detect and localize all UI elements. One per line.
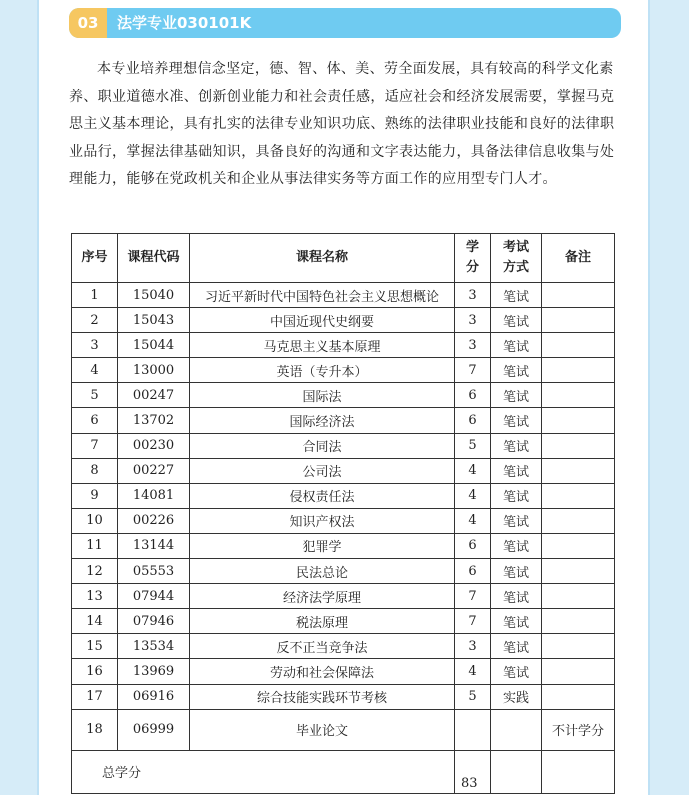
cell-name: 税法原理 [190, 609, 455, 634]
cell-name: 毕业论文 [190, 709, 455, 750]
cell-name: 犯罪学 [190, 533, 455, 558]
table-row [72, 533, 615, 558]
cell-note [542, 659, 615, 684]
cell-name: 民法总论 [190, 559, 455, 584]
cell-note [542, 408, 615, 433]
cell-index: 8 [72, 458, 118, 483]
table-row [72, 508, 615, 533]
cell-index: 9 [72, 483, 118, 508]
cell-exam: 笔试 [491, 358, 542, 383]
cell-credit [455, 709, 491, 750]
section-number: 03 [69, 8, 107, 38]
cell-code: 13969 [118, 659, 190, 684]
cell-note [542, 559, 615, 584]
cell-index: 12 [72, 559, 118, 584]
table-row [72, 709, 615, 750]
cell-name: 侵权责任法 [190, 483, 455, 508]
cell-credit: 5 [455, 433, 491, 458]
cell-note [542, 634, 615, 659]
cell-credit: 7 [455, 584, 491, 609]
cell-credit: 4 [455, 659, 491, 684]
cell-exam: 笔试 [491, 333, 542, 358]
cell-code: 13144 [118, 533, 190, 558]
table-row [72, 609, 615, 634]
cell-code: 05553 [118, 559, 190, 584]
cell-code: 13534 [118, 634, 190, 659]
cell-code: 00227 [118, 458, 190, 483]
cell-name: 知识产权法 [190, 508, 455, 533]
cell-code: 14081 [118, 483, 190, 508]
cell-credit: 3 [455, 634, 491, 659]
table-row [72, 383, 615, 408]
table-row [72, 684, 615, 709]
content-card [37, 0, 650, 795]
cell-name: 国际经济法 [190, 408, 455, 433]
table-row [72, 659, 615, 684]
table-row [72, 333, 615, 358]
section-title: 法学专业030101K [117, 14, 252, 32]
section-header [69, 8, 621, 38]
cell-note [542, 584, 615, 609]
cell-exam: 实践 [491, 684, 542, 709]
cell-credit: 4 [455, 458, 491, 483]
cell-credit: 3 [455, 333, 491, 358]
table-row [72, 584, 615, 609]
cell-exam: 笔试 [491, 408, 542, 433]
cell-index: 7 [72, 433, 118, 458]
cell-code: 06999 [118, 709, 190, 750]
cell-code: 07946 [118, 609, 190, 634]
header-code: 课程代码 [118, 234, 190, 283]
cell-credit: 3 [455, 308, 491, 333]
cell-note [542, 383, 615, 408]
header-credit: 学 分 [455, 234, 491, 283]
cell-credit: 4 [455, 483, 491, 508]
cell-name: 劳动和社会保障法 [190, 659, 455, 684]
table-row [72, 408, 615, 433]
table-row [72, 308, 615, 333]
cell-name: 中国近现代史纲要 [190, 308, 455, 333]
cell-exam: 笔试 [491, 433, 542, 458]
cell-code: 00230 [118, 433, 190, 458]
cell-note [542, 609, 615, 634]
cell-exam: 笔试 [491, 308, 542, 333]
cell-exam: 笔试 [491, 483, 542, 508]
cell-code: 13702 [118, 408, 190, 433]
cell-credit: 7 [455, 358, 491, 383]
cell-code: 15044 [118, 333, 190, 358]
cell-code: 15043 [118, 308, 190, 333]
cell-note [542, 458, 615, 483]
cell-exam: 笔试 [491, 584, 542, 609]
header-note: 备注 [542, 234, 615, 283]
cell-name: 经济法学原理 [190, 584, 455, 609]
cell-note [542, 533, 615, 558]
cell-note [542, 684, 615, 709]
cell-index: 1 [72, 283, 118, 308]
cell-note [542, 333, 615, 358]
cell-name: 反不正当竞争法 [190, 634, 455, 659]
cell-name: 英语（专升本） [190, 358, 455, 383]
cell-index: 17 [72, 684, 118, 709]
cell-index: 10 [72, 508, 118, 533]
cell-code: 07944 [118, 584, 190, 609]
cell-index: 5 [72, 383, 118, 408]
cell-note [542, 433, 615, 458]
cell-note: 不计学分 [542, 709, 615, 750]
intro-paragraph: 本专业培养理想信念坚定，德、智、体、美、劳全面发展，具有较高的科学文化素养、职业道德水准、创新创业能力和社会责任感，适应社会和经济发展需要，掌握马克思主义基本理论，具有扎实的法律专业知识功底、熟练的法律职业技能和良好的法律职业品行，掌握法律基础知识，具备良好的沟通和文字表达能力，具备法律信息收集与处理能力，能够在党政机关和企业从事法律实务等方面工作的应用型专门人才。 [69, 61, 615, 188]
cell-code: 13000 [118, 358, 190, 383]
table-row [72, 458, 615, 483]
total-label: 总学分 [72, 750, 455, 793]
cell-note [542, 283, 615, 308]
cell-index: 3 [72, 333, 118, 358]
cell-index: 18 [72, 709, 118, 750]
total-row [72, 750, 615, 793]
cell-index: 16 [72, 659, 118, 684]
cell-credit: 6 [455, 533, 491, 558]
cell-name: 合同法 [190, 433, 455, 458]
cell-exam: 笔试 [491, 659, 542, 684]
cell-credit: 5 [455, 684, 491, 709]
cell-credit: 6 [455, 383, 491, 408]
cell-exam: 笔试 [491, 383, 542, 408]
table-row [72, 433, 615, 458]
header-name: 课程名称 [190, 234, 455, 283]
cell-exam: 笔试 [491, 559, 542, 584]
table-row [72, 483, 615, 508]
cell-exam: 笔试 [491, 508, 542, 533]
cell-exam: 笔试 [491, 458, 542, 483]
table-row [72, 358, 615, 383]
cell-index: 4 [72, 358, 118, 383]
table-header-row [72, 234, 615, 283]
cell-code: 00247 [118, 383, 190, 408]
cell-note [542, 358, 615, 383]
cell-index: 11 [72, 533, 118, 558]
table-row [72, 634, 615, 659]
cell-note [542, 308, 615, 333]
cell-code: 06916 [118, 684, 190, 709]
course-table [71, 233, 615, 794]
cell-index: 13 [72, 584, 118, 609]
cell-code: 00226 [118, 508, 190, 533]
cell-exam: 笔试 [491, 609, 542, 634]
cell-credit: 7 [455, 609, 491, 634]
table-row [72, 283, 615, 308]
total-credits: 83 [455, 750, 491, 793]
cell-credit: 6 [455, 408, 491, 433]
table-row [72, 559, 615, 584]
cell-index: 14 [72, 609, 118, 634]
cell-exam: 笔试 [491, 283, 542, 308]
cell-note [542, 508, 615, 533]
cell-name: 综合技能实践环节考核 [190, 684, 455, 709]
header-index: 序号 [72, 234, 118, 283]
cell-exam: 笔试 [491, 533, 542, 558]
cell-name: 公司法 [190, 458, 455, 483]
cell-index: 6 [72, 408, 118, 433]
cell-name: 马克思主义基本原理 [190, 333, 455, 358]
cell-exam: 笔试 [491, 634, 542, 659]
cell-credit: 6 [455, 559, 491, 584]
cell-code: 15040 [118, 283, 190, 308]
cell-credit: 3 [455, 283, 491, 308]
header-exam: 考试 方式 [491, 234, 542, 283]
cell-index: 2 [72, 308, 118, 333]
cell-note [542, 483, 615, 508]
cell-name: 国际法 [190, 383, 455, 408]
cell-credit: 4 [455, 508, 491, 533]
cell-index: 15 [72, 634, 118, 659]
cell-exam [491, 709, 542, 750]
cell-name: 习近平新时代中国特色社会主义思想概论 [190, 283, 455, 308]
